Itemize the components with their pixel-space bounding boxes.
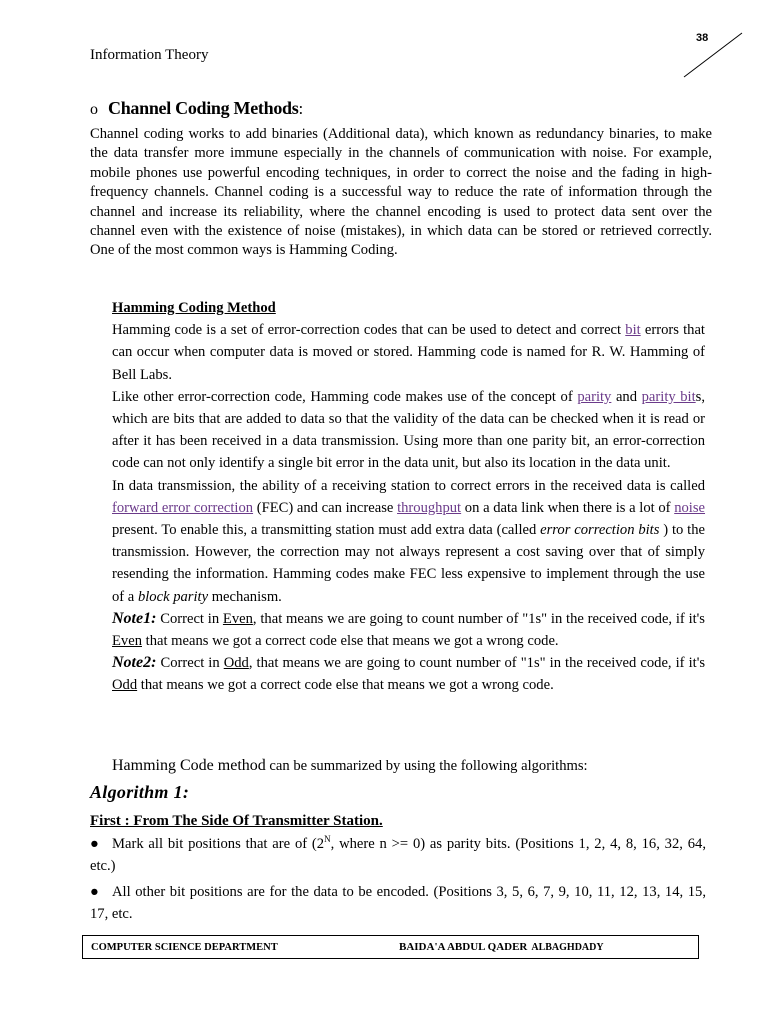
- note-2: Note2: Correct in Odd, that means we are going to count number of "1s" in the received code, if it's Odd that means we got a correct code else that means we got a wrong code.: [112, 654, 706, 694]
- page-number: 38: [696, 32, 709, 44]
- intro-paragraph: [90, 125, 712, 261]
- step-heading: First : From The Side Of Transmitter Station.: [90, 813, 383, 829]
- summary-line: Hamming Code method can be summarized by using the following algorithms:: [112, 757, 588, 774]
- hamming-paragraph-3: In data transmission, the ability of a receiving station to correct errors in the received data is called forward error correction (FEC) and can increase throughput on a data link when there is a lot of noise present. To enable this, a transmitting station must add extra data (called error correction bits ) to the transmission. However, the correction may not always represent a cost saving over that of simply resending the information. Hamming codes make FEC less expensive to implement through the use of a block parity mechanism.: [112, 477, 706, 605]
- footer-department: COMPUTER SCIENCE DEPARTMENT: [91, 942, 278, 953]
- bullet-item-1: ● Mark all bit positions that are of ($2^N$, where n >= 0) as parity bits. (Positions 1, 2, 4, 8, 16, 32, 64, etc.): [90, 834, 706, 874]
- link-bit[interactable]: bit: [625, 322, 641, 339]
- link-parity[interactable]: parity: [577, 388, 612, 405]
- term-error-correction-bits: error correction bits: [540, 522, 660, 539]
- page-footer: [82, 935, 699, 959]
- algorithm-title: Algorithm 1:: [90, 782, 190, 802]
- section-bullet: o: [90, 101, 98, 118]
- link-parity-bit[interactable]: parity bit: [641, 388, 696, 405]
- link-noise[interactable]: noise: [674, 499, 706, 516]
- note-1: Note1: Correct in Even, that means we are going to count number of "1s" in the received code, if it's Even that means we got a correct code else that means we got a wrong code.: [112, 609, 705, 650]
- note-2-label: Note2:: [112, 654, 157, 672]
- hamming-section: [112, 297, 705, 697]
- hamming-heading: Hamming Coding Method: [112, 300, 276, 316]
- section-title-colon: :: [298, 99, 304, 118]
- bullet-item-2: ● All other bit positions are for the data to be encoded. (Positions 3, 5, 6, 7, 9, 10, 11, 12, 13, 14, 15, 17, etc.: [90, 884, 706, 922]
- note-1-label: Note1:: [112, 609, 157, 627]
- algorithm-bullets: [90, 834, 706, 930]
- footer-author: BAIDA'A ABDUL QADER ALBAGHDADY: [399, 941, 604, 953]
- hamming-paragraph-2: Like other error-correction code, Hamming code makes use of the concept of parity and parity bits, which are bits that are added to data so that the validity of the data can be checked when it is read or after it has been received in a data transmission. Using more than one parity bit, an error-correction code can not only identify a single bit error in the data unit, but also its location in the data unit.: [112, 388, 705, 472]
- hamming-paragraph-1: Hamming code is a set of error-correction codes that can be used to detect and correct bit errors that can occur when computer data is moved or stored. Hamming code is named for R. W. Hamming of Bell Labs.: [112, 322, 705, 383]
- running-title: Information Theory: [90, 47, 209, 63]
- link-forward-error-correction[interactable]: forward error correction: [112, 499, 254, 516]
- section-title: [90, 98, 303, 119]
- term-block-parity: block parity: [137, 588, 209, 605]
- section-title-text: Channel Coding Methods: [108, 98, 299, 118]
- intro-text: Channel coding works to add binaries (Additional data), which known as redundancy binaries, to make the data transfer more immune especially in the channels of communication with noise. For example, mobile phones use powerful encoding techniques, in order to correct the noise and the fading in high-frequency channels. Channel coding is a successful way to reduce the rate of information through the channel and increase its reliability, where the channel encoding is used to protect data sent over the channel even with the existence of noise (mistakes), in which data can be stored or retrieved correctly. One of the most common ways is Hamming Coding.: [90, 126, 712, 259]
- corner-slash-line: [680, 30, 746, 80]
- link-throughput[interactable]: throughput: [397, 499, 462, 516]
